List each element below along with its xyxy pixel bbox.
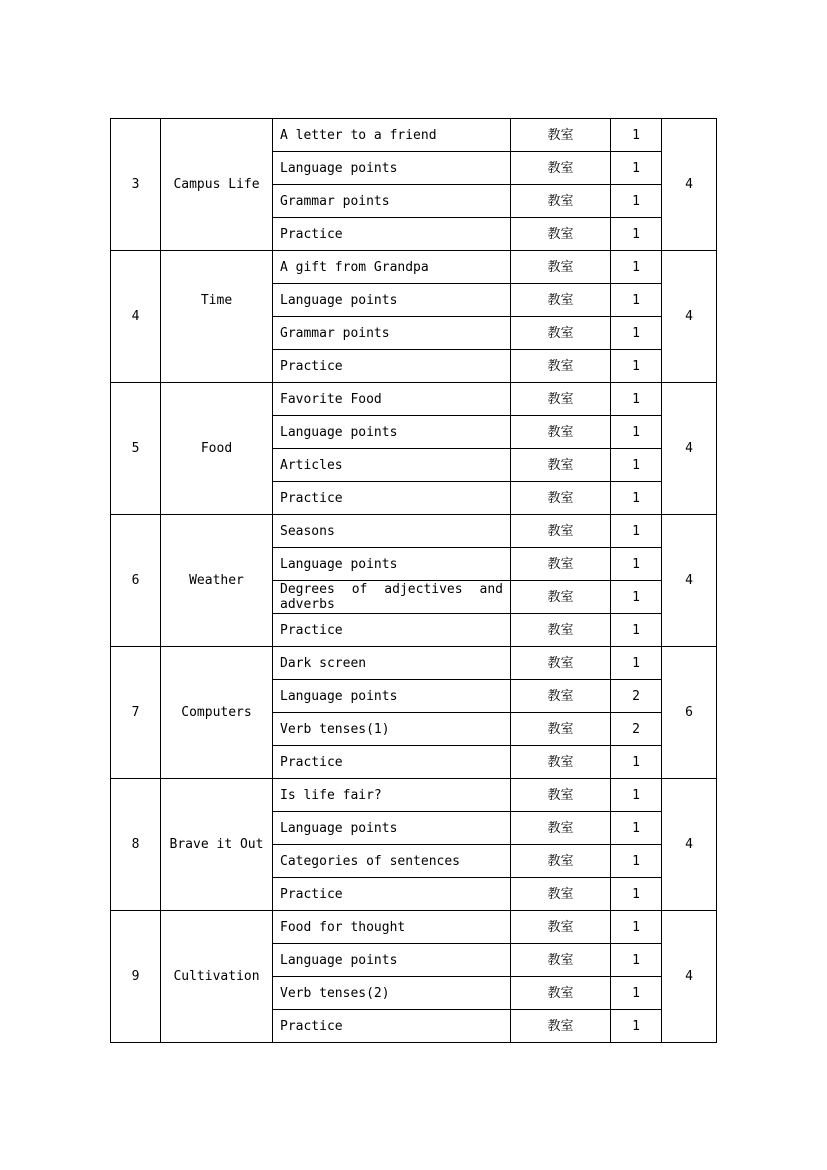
lesson-place-cell: 教室: [511, 185, 611, 218]
unit-number-cell: 5: [111, 383, 161, 515]
unit-total-hours-cell: 4: [662, 119, 717, 251]
lesson-place-cell: 教室: [511, 548, 611, 581]
unit-name-cell: Weather: [161, 515, 273, 647]
lesson-hours-cell: 1: [611, 251, 662, 284]
lesson-place-cell: 教室: [511, 680, 611, 713]
lesson-place-cell: 教室: [511, 845, 611, 878]
lesson-place-cell: 教室: [511, 449, 611, 482]
lesson-hours-cell: 1: [611, 350, 662, 383]
lesson-place-cell: 教室: [511, 944, 611, 977]
unit-name-cell: Time: [161, 251, 273, 383]
lesson-hours-cell: 1: [611, 878, 662, 911]
lesson-topic-cell: Dark screen: [273, 647, 511, 680]
lesson-hours-cell: 2: [611, 713, 662, 746]
lesson-hours-cell: 1: [611, 944, 662, 977]
lesson-place-cell: 教室: [511, 779, 611, 812]
lesson-hours-cell: 1: [611, 317, 662, 350]
table-row: [111, 251, 717, 284]
lesson-place-cell: 教室: [511, 284, 611, 317]
lesson-topic-cell: Practice: [273, 614, 511, 647]
lesson-hours-cell: 1: [611, 515, 662, 548]
lesson-topic-cell: Language points: [273, 548, 511, 581]
lesson-topic-cell: A gift from Grandpa: [273, 251, 511, 284]
lesson-place-cell: 教室: [511, 614, 611, 647]
lesson-topic-cell: Language points: [273, 284, 511, 317]
lesson-hours-cell: 1: [611, 581, 662, 614]
lesson-topic-cell: Language points: [273, 680, 511, 713]
lesson-topic-cell: Practice: [273, 878, 511, 911]
unit-total-hours-cell: 4: [662, 383, 717, 515]
lesson-hours-cell: 1: [611, 614, 662, 647]
lesson-place-cell: 教室: [511, 218, 611, 251]
table-row: [111, 911, 717, 944]
lesson-topic-cell: Categories of sentences: [273, 845, 511, 878]
lesson-topic-cell: Language points: [273, 416, 511, 449]
lesson-hours-cell: 1: [611, 977, 662, 1010]
unit-total-hours-cell: 4: [662, 779, 717, 911]
lesson-topic-cell: Language points: [273, 812, 511, 845]
lesson-hours-cell: 1: [611, 416, 662, 449]
unit-total-hours-cell: 6: [662, 647, 717, 779]
lesson-hours-cell: 1: [611, 482, 662, 515]
lesson-place-cell: 教室: [511, 251, 611, 284]
lesson-hours-cell: 1: [611, 152, 662, 185]
lesson-place-cell: 教室: [511, 581, 611, 614]
unit-name-cell: Campus Life: [161, 119, 273, 251]
lesson-topic-cell: Practice: [273, 746, 511, 779]
lesson-hours-cell: 1: [611, 119, 662, 152]
lesson-place-cell: 教室: [511, 416, 611, 449]
lesson-topic-cell: Practice: [273, 218, 511, 251]
lesson-place-cell: 教室: [511, 515, 611, 548]
unit-number-cell: 8: [111, 779, 161, 911]
lesson-place-cell: 教室: [511, 647, 611, 680]
lesson-place-cell: 教室: [511, 746, 611, 779]
lesson-place-cell: 教室: [511, 482, 611, 515]
lesson-place-cell: 教室: [511, 317, 611, 350]
unit-number-cell: 6: [111, 515, 161, 647]
lesson-topic-cell: Degrees of adjectives and adverbs: [273, 581, 511, 614]
table-row: [111, 647, 717, 680]
schedule-table: [110, 118, 717, 1043]
lesson-topic-cell: A letter to a friend: [273, 119, 511, 152]
schedule-table-body: [111, 119, 717, 1043]
lesson-place-cell: 教室: [511, 911, 611, 944]
lesson-topic-cell: Practice: [273, 350, 511, 383]
lesson-place-cell: 教室: [511, 350, 611, 383]
lesson-topic-cell: Language points: [273, 152, 511, 185]
lesson-topic-cell: Practice: [273, 482, 511, 515]
lesson-topic-cell: Verb tenses(2): [273, 977, 511, 1010]
lesson-place-cell: 教室: [511, 713, 611, 746]
unit-total-hours-cell: 4: [662, 911, 717, 1043]
lesson-place-cell: 教室: [511, 812, 611, 845]
lesson-hours-cell: 1: [611, 779, 662, 812]
lesson-topic-cell: Language points: [273, 944, 511, 977]
lesson-topic-cell: Verb tenses(1): [273, 713, 511, 746]
lesson-hours-cell: 1: [611, 449, 662, 482]
lesson-topic-cell: Practice: [273, 1010, 511, 1043]
lesson-topic-cell: Is life fair?: [273, 779, 511, 812]
unit-name-cell: Brave it Out: [161, 779, 273, 911]
lesson-topic-cell: Grammar points: [273, 185, 511, 218]
table-row: [111, 779, 717, 812]
lesson-place-cell: 教室: [511, 119, 611, 152]
table-row: [111, 383, 717, 416]
unit-name-cell: Computers: [161, 647, 273, 779]
lesson-hours-cell: 1: [611, 218, 662, 251]
lesson-hours-cell: 1: [611, 548, 662, 581]
lesson-place-cell: 教室: [511, 383, 611, 416]
lesson-place-cell: 教室: [511, 977, 611, 1010]
unit-number-cell: 4: [111, 251, 161, 383]
lesson-topic-cell: Food for thought: [273, 911, 511, 944]
table-row: [111, 515, 717, 548]
lesson-hours-cell: 2: [611, 680, 662, 713]
unit-name-cell: Food: [161, 383, 273, 515]
lesson-hours-cell: 1: [611, 812, 662, 845]
unit-name-cell: Cultivation: [161, 911, 273, 1043]
lesson-topic-cell: Grammar points: [273, 317, 511, 350]
lesson-place-cell: 教室: [511, 152, 611, 185]
lesson-hours-cell: 1: [611, 911, 662, 944]
unit-number-cell: 9: [111, 911, 161, 1043]
lesson-hours-cell: 1: [611, 647, 662, 680]
table-row: [111, 119, 717, 152]
lesson-place-cell: 教室: [511, 1010, 611, 1043]
unit-total-hours-cell: 4: [662, 251, 717, 383]
lesson-hours-cell: 1: [611, 1010, 662, 1043]
lesson-hours-cell: 1: [611, 383, 662, 416]
lesson-topic-cell: Favorite Food: [273, 383, 511, 416]
lesson-hours-cell: 1: [611, 845, 662, 878]
lesson-hours-cell: 1: [611, 284, 662, 317]
unit-total-hours-cell: 4: [662, 515, 717, 647]
lesson-hours-cell: 1: [611, 746, 662, 779]
lesson-place-cell: 教室: [511, 878, 611, 911]
unit-number-cell: 3: [111, 119, 161, 251]
lesson-hours-cell: 1: [611, 185, 662, 218]
lesson-topic-cell: Seasons: [273, 515, 511, 548]
unit-number-cell: 7: [111, 647, 161, 779]
lesson-topic-cell: Articles: [273, 449, 511, 482]
